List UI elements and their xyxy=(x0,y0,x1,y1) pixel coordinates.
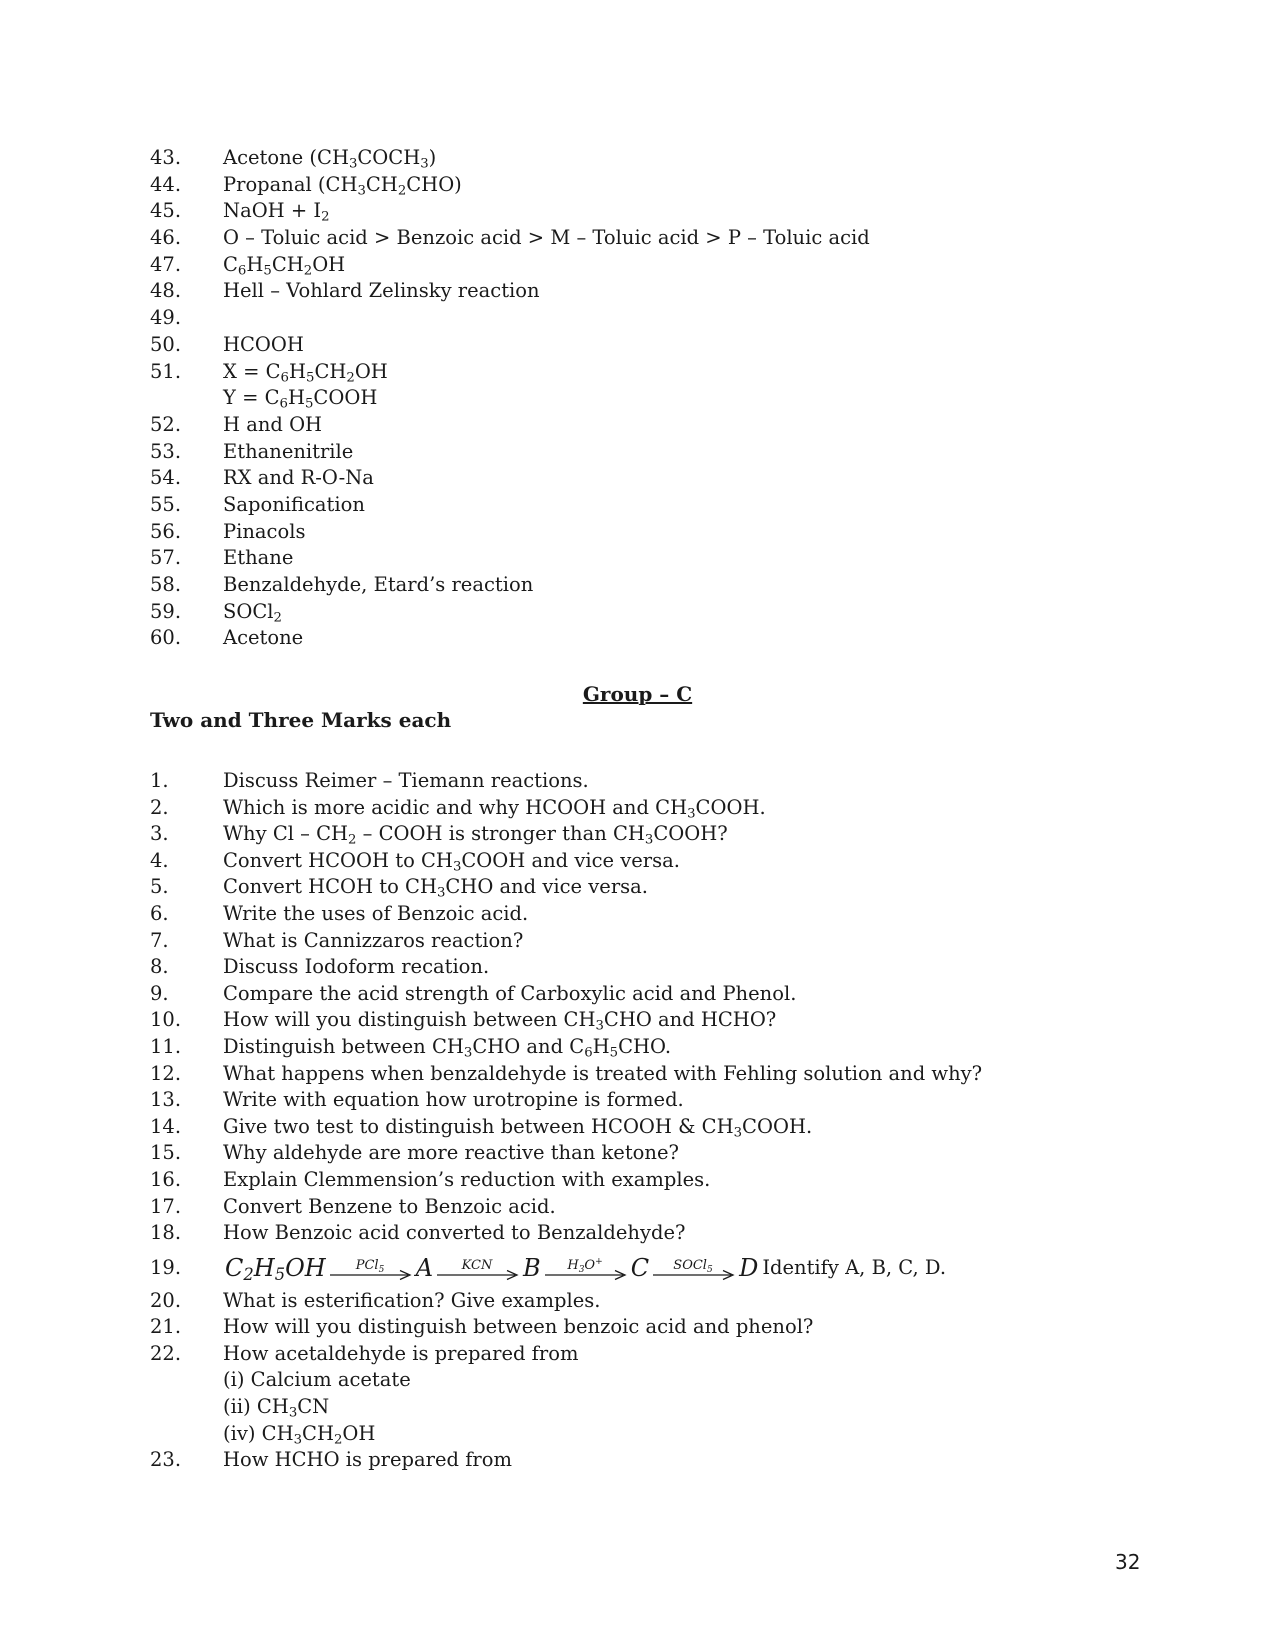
question-item xyxy=(0,1114,1275,1141)
answer-item xyxy=(0,198,1275,225)
item-text: Distinguish between $CH_3CHO$ and $C_6H_5CHO$. xyxy=(223,1034,672,1061)
question-item xyxy=(0,1447,1275,1474)
item-text: $X = C_6H_5CH_2OH$ xyxy=(223,359,388,385)
question-item xyxy=(0,1220,1275,1247)
reactant: $C_2H_5OH$ xyxy=(225,1253,326,1284)
question-item xyxy=(0,795,1275,822)
answer-item xyxy=(0,305,1275,332)
item-text: Why aldehyde are more reactive than ketone? xyxy=(223,1141,679,1165)
question-item xyxy=(0,928,1275,955)
item-number: 9. xyxy=(150,981,169,1005)
item-text: O – Toluic acid > Benzoic acid > M – Toluic acid > P – Toluic acid xyxy=(223,226,870,250)
reaction-arrow-icon xyxy=(328,1251,414,1285)
answer-item xyxy=(0,572,1275,599)
item-text: Explain Clemmension’s reduction with examples. xyxy=(223,1167,711,1191)
question-item xyxy=(0,1288,1275,1315)
item-text: Write the uses of Benzoic acid. xyxy=(223,901,529,925)
marks-subheading: Two and Three Marks each xyxy=(150,708,452,732)
question-item xyxy=(0,768,1275,795)
item-number: 58. xyxy=(150,573,182,596)
question-item xyxy=(0,1341,1275,1368)
question-item xyxy=(0,981,1275,1008)
item-text: Write with equation how urotropine is formed. xyxy=(223,1088,684,1112)
item-number: 10. xyxy=(150,1008,182,1032)
item-text: Discuss Reimer – Tiemann reactions. xyxy=(223,769,589,792)
answer-item xyxy=(0,172,1275,199)
question-item xyxy=(0,1061,1275,1088)
item-number: 18. xyxy=(150,1221,182,1245)
item-number: 53. xyxy=(150,439,182,463)
answers-list xyxy=(0,145,1275,652)
question-item xyxy=(0,821,1275,848)
questions-list xyxy=(0,768,1275,1474)
item-number: 23. xyxy=(150,1448,182,1472)
product: B xyxy=(523,1253,541,1282)
item-number: 16. xyxy=(150,1167,182,1191)
item-text: How Benzoic acid converted to Benzaldehyde? xyxy=(223,1221,686,1245)
question-item xyxy=(0,1314,1275,1341)
question-item xyxy=(0,1421,1275,1448)
item-text: Hell – Vohlard Zelinsky reaction xyxy=(223,279,540,303)
reagent-label: SOCl$_5$ xyxy=(673,1257,713,1275)
item-text: How HCHO is prepared from xyxy=(223,1448,512,1472)
question-item xyxy=(0,901,1275,928)
item-number: 60. xyxy=(150,626,182,650)
question-item xyxy=(0,1167,1275,1194)
item-number: 22. xyxy=(150,1341,182,1365)
answer-item xyxy=(0,145,1275,172)
item-text: HCOOH xyxy=(223,332,304,356)
item-text: $C_6H_5CH_2OH$ xyxy=(223,252,346,279)
item-number: 43. xyxy=(150,146,182,169)
item-number: 15. xyxy=(150,1141,182,1165)
product: C xyxy=(630,1253,650,1282)
item-text: (ii) $CH_3CN$ xyxy=(223,1395,330,1421)
item-number: 7. xyxy=(150,928,169,952)
question-item xyxy=(0,954,1275,981)
item-text: Give two test to distinguish between HCOOH & $CH_3COOH$. xyxy=(223,1114,813,1141)
item-number: 2. xyxy=(150,795,169,819)
item-number: 54. xyxy=(150,466,182,490)
item-text: H and OH xyxy=(223,412,323,436)
answer-item xyxy=(0,385,1275,412)
question-item xyxy=(0,874,1275,901)
item-text: NaOH + $I_2$ xyxy=(223,199,330,225)
reaction-equation xyxy=(225,1250,946,1286)
item-number: 20. xyxy=(150,1288,182,1312)
item-text: Why Cl – $CH_2$ – COOH is stronger than $CH_3COOH$? xyxy=(223,822,728,848)
item-text: Compare the acid strength of Carboxylic acid and Phenol. xyxy=(223,981,797,1005)
item-number: 6. xyxy=(150,901,169,925)
answer-item xyxy=(0,412,1275,439)
item-text: How acetaldehyde is prepared from xyxy=(223,1341,579,1365)
question-item xyxy=(0,1140,1275,1167)
item-text: Convert HCOH to $CH_3CHO$ and vice versa. xyxy=(223,875,648,901)
reaction-arrow-icon xyxy=(651,1251,737,1285)
group-c-heading: Group – C xyxy=(582,682,693,706)
item-text: Acetone $(CH_3COCH_3)$ xyxy=(223,146,437,172)
item-number: 14. xyxy=(150,1114,182,1138)
item-number: 48. xyxy=(150,279,182,303)
answer-item xyxy=(0,519,1275,546)
item-text: (iv) $CH_3CH_2OH$ xyxy=(223,1421,376,1447)
item-number: 47. xyxy=(150,252,182,276)
question-item xyxy=(0,1194,1275,1221)
item-number: 4. xyxy=(150,848,169,872)
answer-item xyxy=(0,252,1275,279)
item-number: 52. xyxy=(150,412,182,436)
answer-item xyxy=(0,465,1275,492)
answer-item xyxy=(0,545,1275,572)
answer-item xyxy=(0,625,1275,652)
item-number: 5. xyxy=(150,875,169,899)
item-text: (i) Calcium acetate xyxy=(223,1368,411,1392)
item-number: 11. xyxy=(150,1034,182,1058)
answer-item xyxy=(0,439,1275,466)
question-item xyxy=(0,1367,1275,1394)
item-text: What is esterification? Give examples. xyxy=(223,1288,601,1312)
answer-item xyxy=(0,359,1275,386)
answer-item xyxy=(0,225,1275,252)
item-text: Discuss Iodoform recation. xyxy=(223,955,490,979)
item-number: 55. xyxy=(150,492,182,516)
item-text: $Y = C_6H_5COOH$ xyxy=(223,386,378,412)
item-number: 1. xyxy=(150,769,169,792)
answer-item xyxy=(0,599,1275,626)
equation-instruction: Identify A, B, C, D. xyxy=(762,1255,947,1279)
item-number: 50. xyxy=(150,332,182,356)
item-number: 56. xyxy=(150,519,182,543)
question-item xyxy=(0,848,1275,875)
item-text: What is Cannizzaros reaction? xyxy=(223,928,524,952)
item-text: Ethanenitrile xyxy=(223,439,354,463)
item-number: 3. xyxy=(150,822,169,846)
item-text: Convert Benzene to Benzoic acid. xyxy=(223,1194,556,1218)
item-number: 21. xyxy=(150,1315,182,1339)
item-text: Pinacols xyxy=(223,519,306,543)
question-item xyxy=(0,1007,1275,1034)
item-number: 19. xyxy=(150,1255,182,1279)
answer-item xyxy=(0,278,1275,305)
question-item xyxy=(0,1034,1275,1061)
item-number: 49. xyxy=(150,306,182,330)
item-number: 8. xyxy=(150,955,169,979)
reagent-label: KCN xyxy=(461,1257,493,1273)
question-item xyxy=(0,1394,1275,1421)
page-number: 32 xyxy=(1115,1550,1141,1574)
item-text: Acetone xyxy=(223,626,304,650)
question-item xyxy=(0,1087,1275,1114)
item-number: 13. xyxy=(150,1088,182,1112)
question-item-equation xyxy=(0,1250,1275,1286)
item-number: 44. xyxy=(150,172,182,196)
item-text: SOCl$_2$ xyxy=(223,599,282,625)
reaction-arrow-icon xyxy=(435,1251,521,1285)
item-text: Propanal $(CH_3CH_2CHO)$ xyxy=(223,172,462,198)
item-text: What happens when benzaldehyde is treated with Fehling solution and why? xyxy=(223,1061,983,1085)
item-text: Benzaldehyde, Etard’s reaction xyxy=(223,573,534,596)
answer-item xyxy=(0,492,1275,519)
item-number: 59. xyxy=(150,599,182,623)
item-text: Saponification xyxy=(223,492,365,516)
item-number: 51. xyxy=(150,359,182,383)
item-text: RX and R-O-Na xyxy=(223,466,374,490)
item-number: 17. xyxy=(150,1194,182,1218)
reaction-arrow-icon xyxy=(543,1251,629,1285)
item-number: 45. xyxy=(150,199,182,223)
answer-item xyxy=(0,332,1275,359)
item-text: How will you distinguish between $CH_3CHO$ and HCHO? xyxy=(223,1008,777,1034)
item-number: 46. xyxy=(150,226,182,250)
item-number: 57. xyxy=(150,546,182,570)
product: A xyxy=(415,1253,434,1282)
item-text: How will you distinguish between benzoic acid and phenol? xyxy=(223,1315,814,1339)
reagent-label: $H_3O^+$ xyxy=(567,1256,603,1275)
item-text: Which is more acidic and why HCOOH and $CH_3COOH$. xyxy=(223,795,766,821)
product: D xyxy=(739,1253,759,1282)
item-number: 12. xyxy=(150,1061,182,1085)
item-text: Convert HCOOH to $CH_3COOH$ and vice versa. xyxy=(223,848,680,875)
item-text: Ethane xyxy=(223,546,294,570)
reagent-label: PCl$_5$ xyxy=(355,1257,384,1275)
